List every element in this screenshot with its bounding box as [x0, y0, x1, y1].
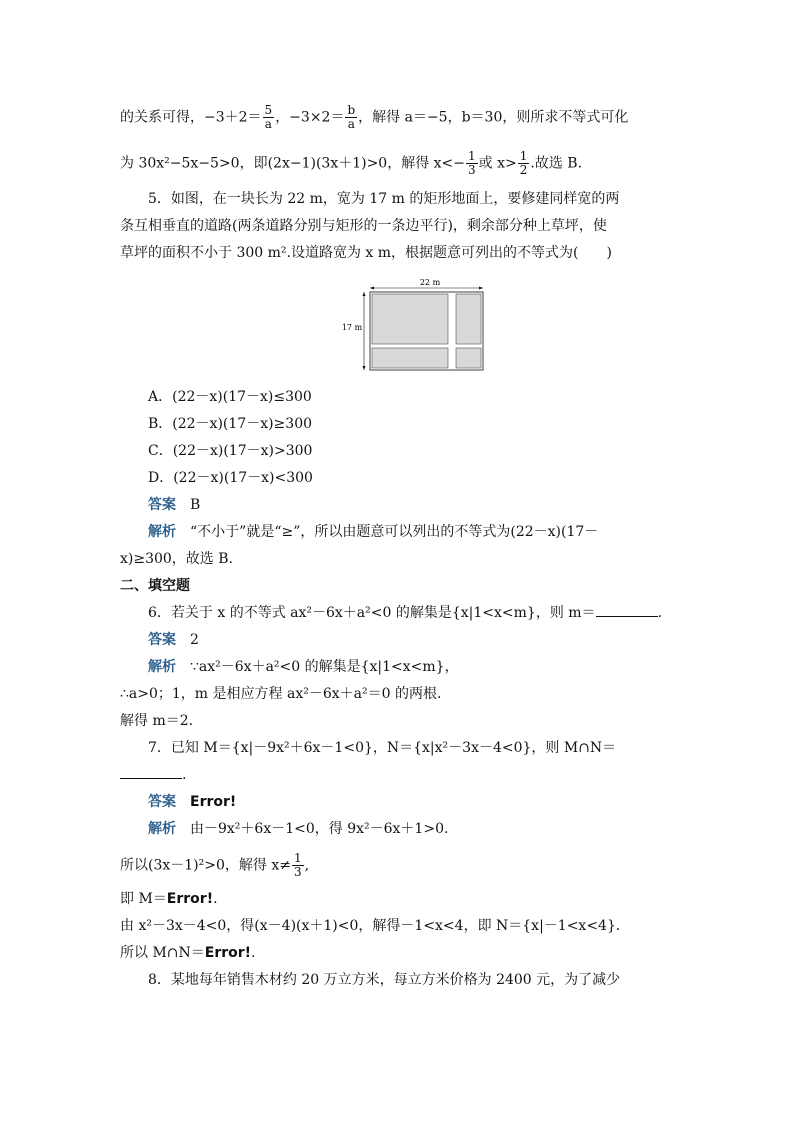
arrow-up-icon — [363, 292, 366, 296]
explanation-6-line-2: ∴a>0；1，m 是相应方程 ax²－6x＋a²＝0 的两根． — [120, 686, 451, 702]
answer-label: 答案 — [148, 632, 176, 648]
option-b: B．(22－x)(17－x)≥300 — [148, 416, 313, 432]
grass-area-bottom-right — [456, 348, 481, 368]
explanation-7-line-1 — [148, 819, 448, 839]
height-label: 17 m — [341, 323, 363, 332]
fraction-numerator: 1 — [519, 149, 528, 163]
question-7-line-1: 7．已知 M＝{x|－9x²＋6x－1<0}，N＝{x|x²－3x－4<0}，则 M∩N＝ — [148, 740, 617, 756]
fraction — [345, 104, 357, 131]
explanation-5-line-2: x)≥300，故选 B. — [120, 551, 233, 567]
fraction-numerator: 1 — [293, 851, 302, 865]
explanation-6-line-1 — [148, 657, 459, 677]
fraction-numerator: 1 — [468, 149, 476, 163]
error-text: Error! — [166, 891, 214, 907]
text-segment: . — [657, 605, 663, 621]
text-line — [120, 104, 628, 131]
answer-label: 答案 — [148, 794, 176, 810]
fraction-denominator: 3 — [293, 865, 302, 879]
text-segment: ，−3×2＝ — [275, 109, 345, 126]
fraction-denominator: a — [264, 117, 272, 131]
fraction — [263, 104, 275, 131]
arrow-down-icon — [363, 366, 366, 370]
grass-area-top-left — [372, 294, 448, 344]
rectangle-road-figure — [336, 272, 496, 376]
fraction-denominator: a — [347, 117, 355, 131]
question-5-line-2: 条互相垂直的道路(两条道路分别与矩形的一条边平行)，剩余部分种上草坪，使 — [120, 218, 607, 234]
explanation-5-line-1 — [148, 522, 598, 542]
explanation-label: 解析 — [148, 659, 176, 675]
answer-value: B — [190, 497, 201, 513]
answer-blank — [120, 766, 182, 779]
section-heading: 二、填空题 — [120, 578, 190, 594]
error-text: Error! — [204, 945, 252, 961]
explanation-label: 解析 — [148, 524, 176, 540]
explanation-6-line-3: 解得 m＝2. — [120, 713, 194, 729]
answer-5 — [148, 495, 200, 515]
text-segment: a＝−5，b＝30，则所求不等式可化 — [404, 109, 629, 126]
fraction — [518, 150, 530, 177]
question-5-line-3: 草坪的面积不小于 300 m².设道路宽为 x m，根据题意可列出的不等式为( ) — [120, 245, 612, 261]
text-segment: , — [304, 857, 310, 874]
width-label: 22 m — [419, 278, 441, 287]
question-6-text: 6．若关于 x 的不等式 ax²－6x＋a²<0 的解集是{x|1<x<m}，则 m＝ — [148, 605, 596, 621]
answer-7 — [148, 792, 236, 812]
question-6 — [148, 603, 662, 623]
text-segment: 为 30x²−5x−5>0，即(2x−1)(3x＋1)>0，解得 x<− — [120, 155, 466, 172]
text-segment: 的关系可得，−3＋2＝ — [120, 109, 262, 126]
answer-value: Error! — [190, 794, 237, 810]
text-segment: 即 M＝ — [120, 891, 167, 907]
option-c: C．(22－x)(17－x)>300 — [148, 443, 313, 459]
grass-area-bottom-left — [372, 348, 448, 368]
text-line — [120, 150, 582, 177]
explanation-text: “不小于”就是“≥”，所以由题意可以列出的不等式为(22－x)(17－ — [190, 524, 599, 540]
explanation-7-line-5 — [120, 943, 256, 963]
option-d: D．(22－x)(17－x)<300 — [148, 470, 313, 486]
question-7-line-2 — [120, 765, 186, 785]
fraction-numerator: 5 — [264, 103, 273, 117]
fraction — [466, 150, 478, 177]
text-segment: 或 x> — [478, 155, 517, 172]
fraction-numerator: b — [347, 103, 356, 117]
fraction-denominator: 2 — [519, 163, 528, 177]
answer-blank — [596, 604, 658, 617]
text-segment: ，解得 — [358, 109, 405, 126]
explanation-label: 解析 — [148, 821, 176, 837]
answer-6 — [148, 630, 199, 650]
text-segment: . — [182, 767, 187, 783]
question-5-line-1: 5．如图，在一块长为 22 m，宽为 17 m 的矩形地面上，要修建同样宽的两 — [148, 191, 620, 207]
fraction-denominator: 3 — [468, 163, 476, 177]
text-segment: . — [213, 891, 218, 907]
arrow-left-icon — [370, 287, 374, 290]
explanation-7-line-3 — [120, 889, 218, 909]
arrow-right-icon — [479, 287, 483, 290]
text-segment: .故选 B. — [530, 155, 583, 172]
question-8-line-1: 8．某地每年销售木材约 20 万立方米，每立方米价格为 2400 元，为了减少 — [148, 972, 621, 988]
answer-value: 2 — [190, 632, 199, 648]
explanation-7-line-4: 由 x²－3x－4<0，得(x－4)(x＋1)<0，解得－1<x<4，即 N＝{x|－1<x<4}． — [120, 918, 630, 934]
text-segment: 所以(3x－1)²>0，解得 x≠ — [120, 857, 291, 874]
text-segment: . — [251, 945, 256, 961]
answer-label: 答案 — [148, 497, 176, 513]
grass-area-top-right — [456, 294, 481, 344]
explanation-text: ∵ax²－6x＋a²<0 的解集是{x|1<x<m}， — [190, 659, 459, 675]
explanation-text: 由－9x²＋6x－1<0，得 9x²－6x＋1>0. — [190, 821, 449, 837]
explanation-7-line-2 — [120, 852, 309, 879]
option-a: A．(22－x)(17－x)≤300 — [148, 389, 312, 405]
fraction — [292, 852, 304, 879]
text-segment: 所以 M∩N＝ — [120, 945, 205, 961]
